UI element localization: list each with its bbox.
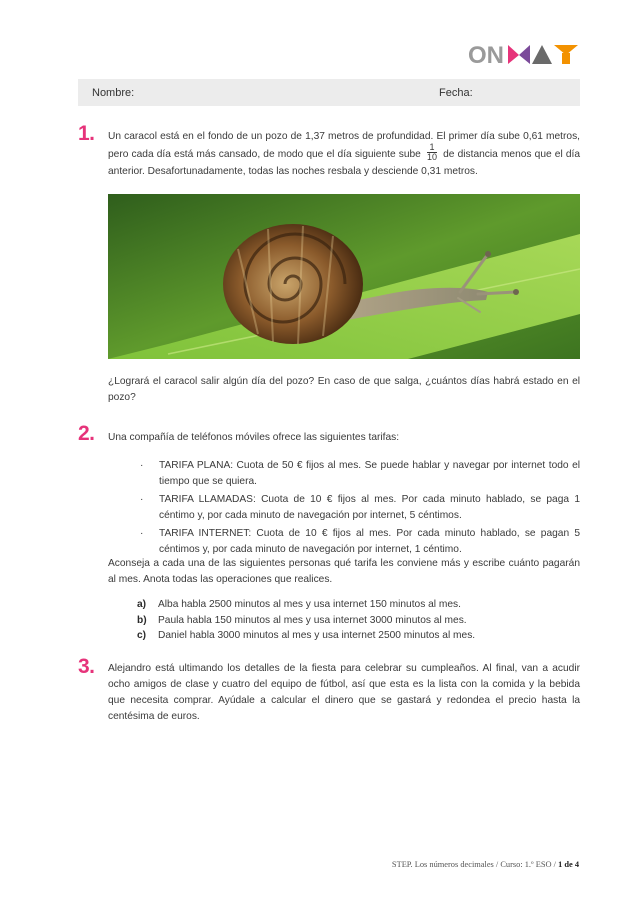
tariff-list [140,458,580,560]
onmat-logo [468,42,579,66]
page-footer [300,860,579,869]
fraction-numerator: 1 [427,143,437,153]
question-2-intro: Una compañía de teléfonos móviles ofrece las siguientes tarifas: [108,432,400,443]
question-2-instruction: Aconseja a cada una de las siguientes personas qué tarifa les conviene más y escribe cuánto pagarán al mes. Anota todas las operaciones que realices. [108,558,580,585]
case-text: Alba habla 2500 minutos al mes y usa internet 150 minutos al mes. [158,599,461,610]
fraction-one-tenth [427,143,437,162]
list-item [140,492,580,524]
tariff-internet: TARIFA INTERNET: Cuota de 10 € fijos al mes. Por cada minuto hablado, se pagan 5 céntimos y, por cada minuto de navegación por internet, 1 céntimo. [159,528,580,555]
bullet-icon: · [140,528,144,539]
list-item [137,628,577,644]
case-text: Daniel habla 3000 minutos al mes y usa internet 2500 minutos al mes. [158,630,476,641]
question-3-text: Alejandro está ultimando los detalles de la fiesta para celebrar su cumpleaños. Al final, van a acudir ocho amigos de clase y cuatro del equipo de fútbol, así que esta es la lista con la comida y la bebida que necesita comprar. Ayúdale a calcular el dinero que se gastará y redondea el precio hasta la centésima de euros. [108,663,580,722]
question-1-number: 1. [78,122,95,145]
tariff-llamadas: TARIFA LLAMADAS: Cuota de 10 € fijos al mes. Por cada minuto hablado, se paga 1 céntimo y, por cada minuto de navegación por internet, 5 céntimos. [159,494,580,521]
date-label: Fecha: [439,87,473,99]
bullet-icon: · [140,494,144,505]
list-item [137,597,577,613]
name-label: Nombre: [92,87,135,99]
question-1-ask: ¿Logrará el caracol salir algún día del pozo? En caso de que salga, ¿cuántos días habrá estado en el pozo? [108,376,580,403]
snail-photo [108,194,580,359]
question-1-text-start: Un caracol está en el fondo de un pozo de 1,37 metros de profundidad. El primer día sube 0,61 metros, pero cada día está más cansado, de modo que el día siguiente sube [108,131,580,161]
list-item [140,526,580,558]
student-info-bar [78,79,580,106]
svg-text:ON: ON [468,42,504,66]
page-number: 1 de 4 [558,860,579,869]
question-1-text [108,129,580,180]
list-item [140,458,580,490]
cases-list [137,597,577,644]
case-label: b) [137,614,147,626]
question-3-number: 3. [78,655,95,678]
footer-text: STEP. Los números decimales / Curso: 1.º ESO / [391,860,559,869]
case-label: c) [137,630,147,641]
list-item [137,613,577,629]
bullet-icon: · [140,460,144,471]
tariff-plana: TARIFA PLANA: Cuota de 50 € fijos al mes. Se puede hablar y navegar por internet todo el tiempo que se quiera. [159,460,580,487]
question-1-text-end: de distancia menos que el día anterior. Desafortunadamente, todas las noches resbala y desciende 0,31 metros. [108,149,580,177]
question-2-number: 2. [78,422,95,445]
fraction-denominator: 10 [426,152,437,162]
case-label: a) [137,599,147,610]
case-text: Paula habla 150 minutos al mes y usa internet 3000 minutos al mes. [158,614,467,626]
snail-illustration [108,194,580,359]
